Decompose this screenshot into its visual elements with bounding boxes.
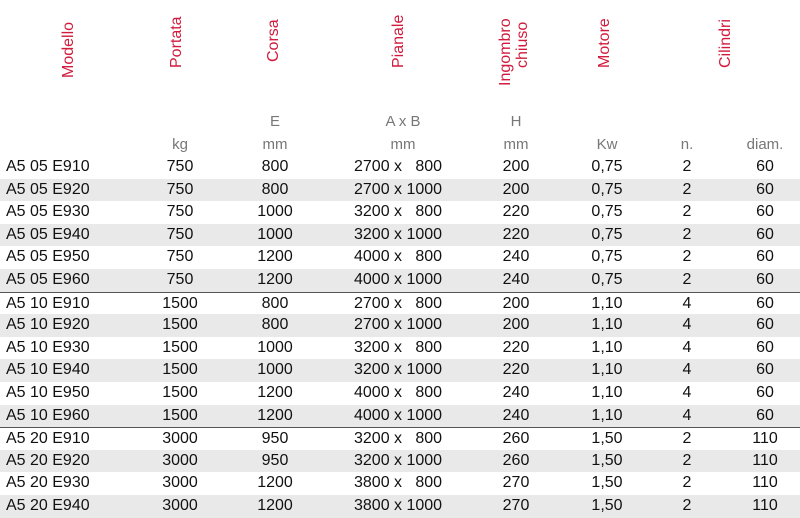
cell-motore: 0,75 [591,180,623,198]
header-ingombro: Ingombro [497,18,514,86]
cell-cilindri-n: 4 [682,383,692,401]
cell-pianale: 2700 x 800 [354,158,443,175]
cell-portata: 1500 [162,361,198,379]
cell-corsa: 800 [261,180,289,198]
header-corsa: Corsa [265,19,282,62]
table-row [0,450,800,473]
cell-cilindri-n: 2 [682,270,692,288]
cell-corsa: 1000 [257,361,293,379]
cell-pianale: 4000 x 1000 [354,406,443,424]
cell-ingombro: 200 [502,316,530,334]
cell-motore: 1,10 [591,361,623,379]
cell-ingombro: 240 [502,248,530,266]
cell-pianale: 4000 x 800 [354,248,443,266]
table-row [0,405,800,428]
cell-ingombro: 220 [502,225,530,243]
cell-ingombro: 260 [502,451,530,469]
cell-model: A5 05 E920 [6,180,90,198]
table-row [0,246,800,269]
cell-cilindri-diam: 60 [756,180,774,198]
cell-cilindri-n: 4 [682,294,692,312]
cell-motore: 1,10 [591,294,623,312]
cell-cilindri-diam: 60 [756,338,774,356]
cell-cilindri-diam: 60 [756,294,774,312]
cell-pianale: 3200 x 800 [354,430,443,448]
cell-cilindri-n: 4 [682,406,692,424]
cell-cilindri-diam: 60 [756,203,774,221]
cell-portata: 3000 [162,430,198,448]
cell-pianale: 3200 x 1000 [354,451,443,469]
cell-cilindri-n: 2 [682,225,692,243]
cell-corsa: 950 [261,451,289,469]
cell-pianale: 3800 x 1000 [354,496,443,514]
cell-cilindri-diam: 60 [756,383,774,401]
cell-pianale: 3200 x 1000 [354,225,443,243]
cell-ingombro: 240 [502,406,530,424]
cell-corsa: 1200 [257,383,293,401]
cell-cilindri-diam: 110 [752,451,778,469]
cell-corsa: 1200 [257,406,293,424]
table-row [0,224,800,247]
cell-corsa: 1200 [257,270,293,288]
cell-cilindri-n: 2 [682,158,692,175]
table-body [0,156,800,518]
cell-cilindri-diam: 110 [752,474,778,492]
cell-corsa: 1000 [257,338,293,356]
header-motore: Motore [596,18,613,68]
table-row [0,359,800,382]
cell-corsa: 1000 [257,225,293,243]
unit-cilindri-n: n. [680,136,694,153]
subheader-corsa-symbol: E [269,113,281,130]
cell-corsa: 1200 [257,474,293,492]
cell-portata: 750 [166,180,194,198]
cell-cilindri-n: 2 [682,248,692,266]
table-row [0,337,800,360]
cell-corsa: 800 [261,294,289,312]
cell-cilindri-diam: 60 [756,406,774,424]
cell-model: A5 05 E910 [6,158,90,175]
cell-ingombro: 200 [502,294,530,312]
header-cilindri: Cilindri [717,19,734,68]
cell-corsa: 950 [261,430,289,448]
cell-ingombro: 240 [502,270,530,288]
cell-corsa: 1200 [257,496,293,514]
cell-portata: 750 [166,270,194,288]
cell-model: A5 05 E930 [6,203,90,221]
cell-ingombro: 270 [502,496,530,514]
cell-pianale: 2700 x 1000 [354,180,443,198]
cell-model: A5 10 E920 [6,316,90,334]
cell-motore: 1,10 [591,406,623,424]
table-row [0,495,800,518]
cell-ingombro: 220 [502,361,530,379]
cell-motore: 1,10 [591,383,623,401]
cell-cilindri-n: 2 [682,180,692,198]
unit-ingombro: mm [503,136,529,153]
cell-model: A5 20 E920 [6,451,90,469]
cell-ingombro: 270 [502,474,530,492]
unit-portata: kg [172,136,188,153]
cell-cilindri-n: 2 [682,203,692,221]
table-row [0,314,800,337]
cell-model: A5 20 E930 [6,474,90,492]
cell-ingombro: 200 [502,180,530,198]
cell-cilindri-n: 2 [682,496,692,514]
cell-ingombro: 220 [502,338,530,356]
cell-model: A5 05 E940 [6,225,90,243]
cell-model: A5 05 E960 [6,270,90,288]
table-row [0,292,800,315]
table-row [0,156,800,179]
cell-portata: 1500 [162,316,198,334]
cell-motore: 1,10 [591,338,623,356]
cell-portata: 750 [166,225,194,243]
cell-cilindri-n: 2 [682,451,692,469]
cell-portata: 1500 [162,383,198,401]
cell-corsa: 800 [261,316,289,334]
cell-model: A5 20 E940 [6,496,90,514]
cell-pianale: 3200 x 800 [354,203,443,221]
cell-pianale: 2700 x 800 [354,294,443,312]
table-row [0,269,800,292]
cell-model: A5 10 E950 [6,383,90,401]
unit-corsa: mm [262,136,288,153]
cell-portata: 1500 [162,406,198,424]
cell-portata: 750 [166,203,194,221]
cell-ingombro: 220 [502,203,530,221]
cell-pianale: 3800 x 800 [354,474,443,492]
cell-portata: 3000 [162,496,198,514]
subheader-ingombro-symbol: H [510,113,522,130]
cell-pianale: 3200 x 800 [354,338,443,356]
cell-ingombro: 260 [502,430,530,448]
cell-cilindri-diam: 60 [756,361,774,379]
cell-motore: 1,50 [591,451,623,469]
cell-motore: 0,75 [591,270,623,288]
cell-motore: 0,75 [591,203,623,221]
cell-motore: 1,50 [591,474,623,492]
cell-pianale: 3200 x 1000 [354,361,443,379]
cell-portata: 750 [166,158,194,175]
cell-portata: 1500 [162,294,198,312]
cell-portata: 3000 [162,451,198,469]
cell-motore: 1,50 [591,430,623,448]
subheader-pianale-symbol: A x B [385,113,421,130]
cell-corsa: 1000 [257,203,293,221]
cell-motore: 1,50 [591,496,623,514]
table-row [0,382,800,405]
cell-cilindri-n: 4 [682,338,692,356]
cell-cilindri-n: 2 [682,474,692,492]
cell-cilindri-n: 4 [682,361,692,379]
unit-pianale: mm [390,136,416,153]
cell-model: A5 05 E950 [6,248,90,266]
cell-motore: 0,75 [591,248,623,266]
cell-pianale: 2700 x 1000 [354,316,443,334]
cell-model: A5 20 E910 [6,430,90,448]
unit-cilindri-diam: diam. [746,136,784,153]
cell-corsa: 1200 [257,248,293,266]
cell-model: A5 10 E940 [6,361,90,379]
cell-ingombro: 200 [502,158,530,175]
cell-cilindri-diam: 60 [756,158,774,175]
cell-cilindri-diam: 60 [756,270,774,288]
cell-motore: 0,75 [591,225,623,243]
header-modello: Modello [60,21,77,78]
table-row [0,427,800,450]
cell-motore: 0,75 [591,158,623,175]
cell-model: A5 10 E930 [6,338,90,356]
table-row [0,472,800,495]
cell-motore: 1,10 [591,316,623,334]
cell-cilindri-diam: 110 [752,496,778,514]
table-row [0,179,800,202]
table-row [0,201,800,224]
cell-corsa: 800 [261,158,289,175]
cell-cilindri-diam: 60 [756,248,774,266]
header-chiuso: chiuso [514,21,531,68]
cell-portata: 1500 [162,338,198,356]
cell-cilindri-diam: 60 [756,225,774,243]
cell-ingombro: 240 [502,383,530,401]
cell-cilindri-diam: 110 [752,430,778,448]
cell-cilindri-n: 2 [682,430,692,448]
cell-pianale: 4000 x 800 [354,383,443,401]
cell-portata: 750 [166,248,194,266]
cell-cilindri-diam: 60 [756,316,774,334]
cell-model: A5 10 E910 [6,294,90,312]
unit-motore: Kw [596,136,618,153]
cell-portata: 3000 [162,474,198,492]
header-portata: Portata [168,16,185,68]
header-pianale: Pianale [390,14,407,68]
cell-cilindri-n: 4 [682,316,692,334]
cell-pianale: 4000 x 1000 [354,270,443,288]
cell-model: A5 10 E960 [6,406,90,424]
